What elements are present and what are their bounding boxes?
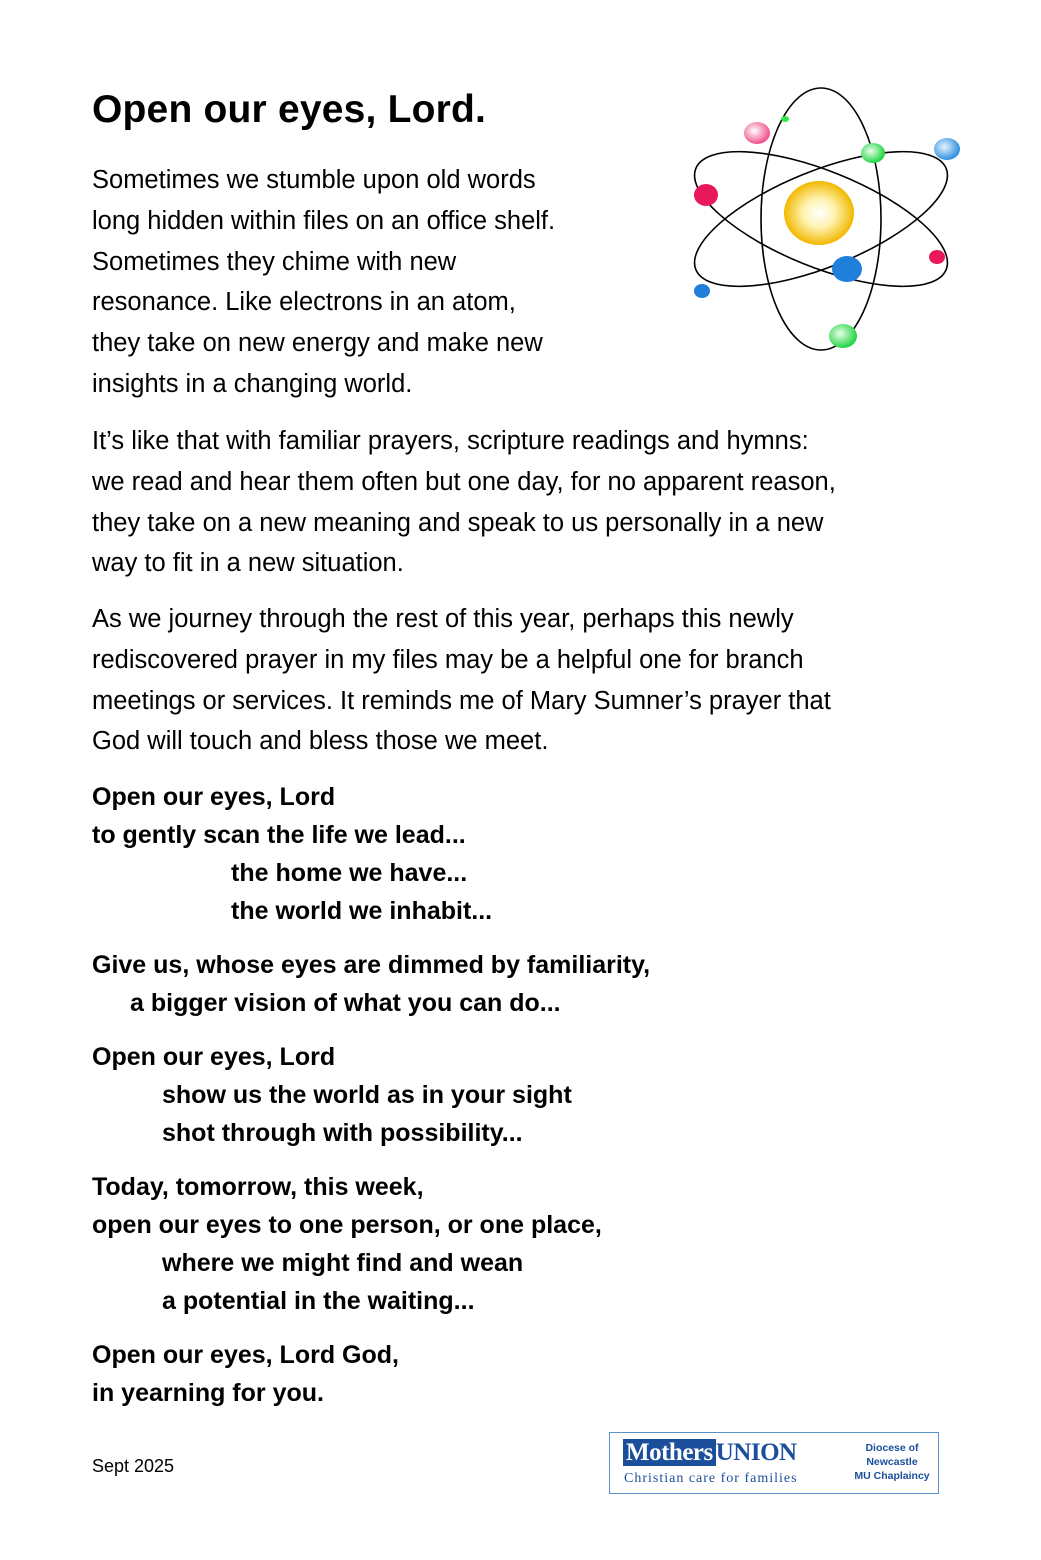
logo-diocese	[850, 1441, 934, 1483]
paragraph-2	[92, 421, 967, 584]
prayer-stanza-4	[92, 1168, 792, 1320]
logo-brand	[623, 1439, 797, 1467]
intro-line: Sometimes we stumble upon old words	[92, 166, 536, 194]
paragraph-line: we read and hear them often but one day, for no apparent reason,	[92, 467, 836, 496]
logo-brand-mothers: Mothers	[623, 1439, 716, 1466]
paragraph-line: way to fit in a new situation.	[92, 549, 404, 578]
electron-icon	[829, 324, 857, 348]
paragraph-line: rediscovered prayer in my files may be a helpful one for branch	[92, 645, 804, 674]
prayer-line: Open our eyes, Lord God,	[92, 1341, 399, 1369]
paragraph-line: As we journey through the rest of this year, perhaps this newly	[92, 605, 794, 633]
prayer-line: the world we inhabit...	[231, 897, 493, 925]
prayer-line: in yearning for you.	[92, 1379, 324, 1407]
atom-icon	[680, 80, 980, 360]
prayer-line: where we might find and wean	[162, 1249, 524, 1277]
intro-line: they take on new energy and make new	[92, 329, 543, 358]
paragraph-line: meetings or services. It reminds me of Mary Sumner’s prayer that	[92, 686, 831, 715]
electron-icon	[861, 143, 885, 163]
diocese-line: MU Chaplaincy	[854, 1470, 930, 1482]
prayer-line: Today, tomorrow, this week,	[92, 1173, 424, 1201]
electron-icon	[694, 184, 718, 206]
prayer-stanza-3	[92, 1038, 792, 1152]
prayer-stanza-5	[92, 1336, 792, 1412]
footer-date: Sept 2025	[92, 1456, 175, 1476]
logo-brand-union: UNION	[715, 1439, 797, 1466]
electron-icon	[694, 284, 710, 298]
intro-line: insights in a changing world.	[92, 369, 413, 398]
intro-line: resonance. Like electrons in an atom,	[92, 288, 516, 317]
nucleus-icon	[784, 181, 854, 245]
paragraph-3	[92, 599, 967, 762]
electron-icon	[781, 116, 789, 122]
electron-icon	[929, 250, 945, 264]
prayer-line: a bigger vision of what you can do...	[130, 989, 561, 1017]
electron-icon	[934, 138, 960, 160]
intro-line: Sometimes they chime with new	[92, 247, 457, 276]
prayer-line: the home we have...	[231, 859, 468, 887]
prayer-line: shot through with possibility...	[162, 1119, 523, 1147]
diocese-line: Newcastle	[866, 1456, 918, 1468]
intro-line: long hidden within files on an office shelf.	[92, 206, 556, 235]
prayer-line: to gently scan the life we lead...	[92, 821, 466, 849]
paragraph-line: God will touch and bless those we meet.	[92, 727, 549, 756]
prayer-line: Give us, whose eyes are dimmed by familiarity,	[92, 951, 651, 979]
mothers-union-logo	[609, 1432, 939, 1494]
prayer-line: open our eyes to one person, or one place,	[92, 1211, 602, 1239]
diocese-line: Diocese of	[865, 1442, 919, 1454]
prayer-line: show us the world as in your sight	[162, 1081, 572, 1109]
prayer-line: a potential in the waiting...	[162, 1287, 475, 1315]
prayer-stanza-1	[92, 778, 792, 930]
prayer-line: Open our eyes, Lord	[92, 1043, 336, 1071]
paragraph-line: It’s like that with familiar prayers, scripture readings and hymns:	[92, 427, 809, 455]
logo-tagline: Christian care for families	[624, 1471, 798, 1486]
page-title: Open our eyes, Lord.	[92, 88, 487, 131]
prayer-stanza-2	[92, 946, 792, 1022]
intro-paragraph	[92, 160, 652, 405]
electron-icon	[832, 256, 862, 282]
electron-icon	[744, 122, 770, 144]
prayer-line: Open our eyes, Lord	[92, 783, 336, 811]
paragraph-line: they take on a new meaning and speak to us personally in a new	[92, 508, 824, 537]
